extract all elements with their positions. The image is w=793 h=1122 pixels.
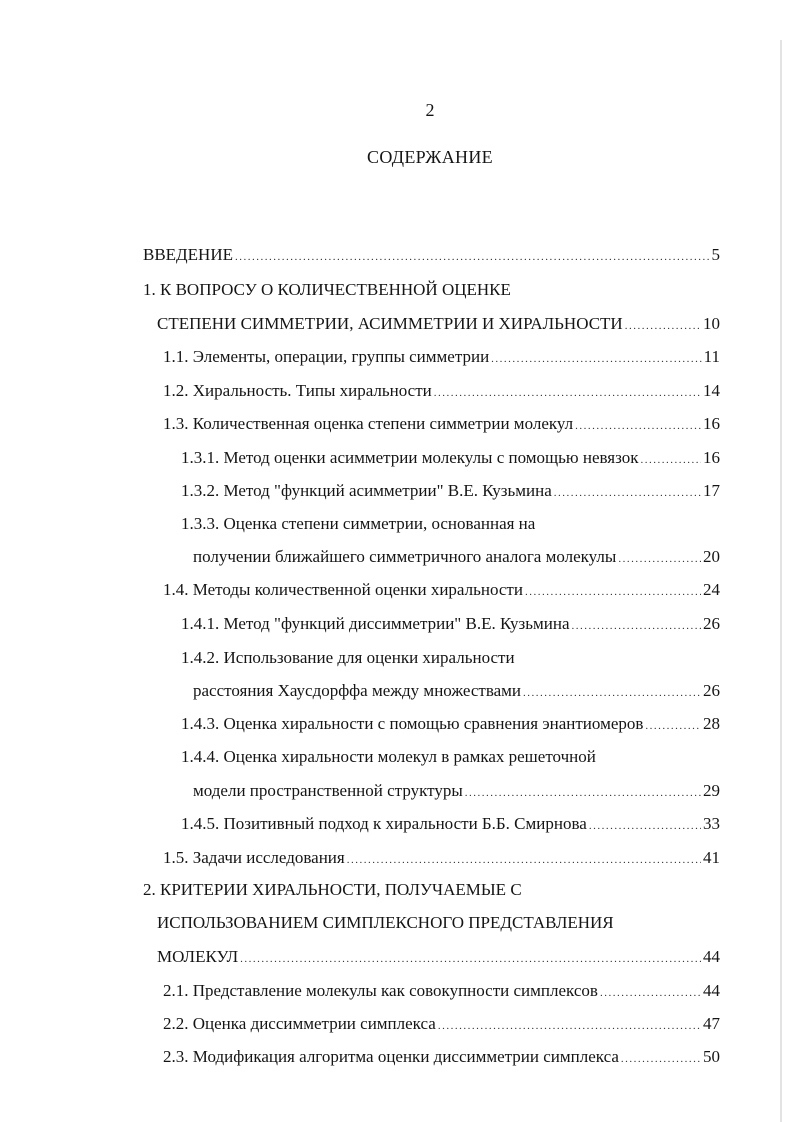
toc-entry-page: 10: [703, 314, 720, 333]
toc-entry-page: 28: [703, 714, 720, 733]
toc-entry: [163, 346, 720, 368]
toc-entry: [181, 447, 720, 469]
toc-entry-text: ВВЕДЕНИЕ: [143, 245, 233, 264]
toc-entry: [143, 879, 720, 901]
toc-entry-text: модели пространственной структуры: [193, 781, 463, 800]
toc-entry-page: 14: [703, 381, 720, 400]
toc-entry-text: 1.4. Методы количественной оценки хиральности: [163, 580, 523, 599]
toc-entry-page: 26: [703, 681, 720, 700]
toc-entry-text: МОЛЕКУЛ: [157, 947, 239, 966]
toc-leader: [575, 415, 701, 437]
toc-leader: [434, 382, 701, 404]
toc-leader: [640, 449, 701, 471]
toc-entry: [181, 647, 720, 669]
toc-entry: [163, 847, 720, 869]
toc-entry-text: 1.4.1. Метод "функций диссимметрии" В.Е. Кузьмина: [181, 614, 570, 633]
toc-entry: [143, 279, 720, 301]
toc-entry-page: 44: [703, 981, 720, 1000]
toc-entry: [143, 244, 720, 266]
toc-entry-text: 1.3.3. Оценка степени симметрии, основанная на: [181, 514, 536, 533]
toc-entry-text: 2.2. Оценка диссимметрии симплекса: [163, 1014, 436, 1033]
toc-entry: [157, 912, 720, 934]
toc-entry: [163, 1046, 720, 1068]
page-title: СОДЕРЖАНИЕ: [367, 147, 493, 167]
toc-entry-text: 1.4.4. Оценка хиральности молекул в рамках решеточной: [181, 747, 596, 766]
toc-entry-text: 1.3.2. Метод "функций асимметрии" В.Е. Кузьмина: [181, 481, 552, 500]
toc-leader: [465, 782, 701, 804]
scan-edge-shadow: [780, 40, 782, 1122]
toc-leader: [347, 849, 701, 871]
toc-entry-text: 1.4.3. Оценка хиральности с помощью сравнения энантиомеров: [181, 714, 644, 733]
toc-entry-page: 5: [711, 245, 720, 264]
toc-entry-text: получении ближайшего симметричного аналога молекулы: [193, 547, 617, 566]
toc-entry-page: 29: [703, 781, 720, 800]
toc-entry-page: 24: [703, 580, 720, 599]
toc-entry-page: 41: [703, 848, 720, 867]
toc-entry: [157, 946, 720, 968]
toc-entry-text: расстояния Хаусдорффа между множествами: [193, 681, 522, 700]
toc-leader: [589, 815, 701, 837]
toc-entry: [163, 413, 720, 435]
toc-leader: [554, 482, 701, 504]
toc-entry-text: 1.2. Хиральность. Типы хиральности: [163, 381, 432, 400]
toc-leader: [572, 615, 701, 637]
page-number: 2: [425, 100, 435, 120]
toc-entry: [193, 680, 720, 702]
toc-entry-text: 1.1. Элементы, операции, группы симметрии: [163, 347, 490, 366]
toc-entry-text: 1.3.1. Метод оценки асимметрии молекулы с помощью невязок: [181, 448, 639, 467]
toc-entry: [157, 313, 720, 335]
toc-entry-text: 1. К ВОПРОСУ О КОЛИЧЕСТВЕННОЙ ОЦЕНКЕ: [143, 280, 511, 299]
toc-leader: [600, 982, 701, 1004]
toc-leader: [523, 682, 701, 704]
toc-entry: [193, 546, 720, 568]
toc-entry: [163, 380, 720, 402]
toc-entry-page: 33: [703, 814, 720, 833]
toc-leader: [525, 581, 701, 603]
toc-entry-page: 44: [703, 947, 720, 966]
toc-entry-text: 1.3. Количественная оценка степени симметрии молекул: [163, 414, 574, 433]
toc-entry-text: 1.4.5. Позитивный подход к хиральности Б.Б. Смирнова: [181, 814, 587, 833]
toc-entry-text: СТЕПЕНИ СИММЕТРИИ, АСИММЕТРИИ И ХИРАЛЬНОСТИ: [157, 314, 623, 333]
toc-entry-page: 20: [703, 547, 720, 566]
toc-leader: [625, 315, 701, 337]
toc-entry-page: 50: [703, 1047, 720, 1066]
toc-leader: [235, 246, 710, 268]
toc-leader: [645, 715, 701, 737]
toc-entry-page: 26: [703, 614, 720, 633]
toc-entry: [181, 746, 720, 768]
toc-leader: [491, 348, 701, 370]
toc-leader: [240, 948, 701, 970]
toc-entry-text: 2. КРИТЕРИИ ХИРАЛЬНОСТИ, ПОЛУЧАЕМЫЕ С: [143, 880, 522, 899]
toc-entry-text: 2.3. Модификация алгоритма оценки диссимметрии симплекса: [163, 1047, 619, 1066]
toc-entry-page: 47: [703, 1014, 720, 1033]
toc-entry-text: 2.1. Представление молекулы как совокупности симплексов: [163, 981, 598, 1000]
toc-entry: [181, 513, 720, 535]
toc-entry-page: 16: [703, 448, 720, 467]
toc-entry: [193, 780, 720, 802]
toc-entry: [163, 579, 720, 601]
toc-entry: [163, 1013, 720, 1035]
toc-entry: [181, 813, 720, 835]
toc-entry: [181, 613, 720, 635]
toc-leader: [438, 1015, 701, 1037]
toc-entry: [181, 713, 720, 735]
toc-entry: [163, 980, 720, 1002]
toc-entry-page: 17: [703, 481, 720, 500]
toc-entry: [181, 480, 720, 502]
toc-leader: [621, 1048, 701, 1070]
toc-entry-text: ИСПОЛЬЗОВАНИЕМ СИМПЛЕКСНОГО ПРЕДСТАВЛЕНИЯ: [157, 913, 614, 932]
toc-entry-text: 1.5. Задачи исследования: [163, 848, 345, 867]
toc-entry-text: 1.4.2. Использование для оценки хиральности: [181, 648, 515, 667]
toc-entry-page: 16: [703, 414, 720, 433]
toc-entry-page: 11: [703, 347, 720, 366]
toc-leader: [618, 548, 701, 570]
